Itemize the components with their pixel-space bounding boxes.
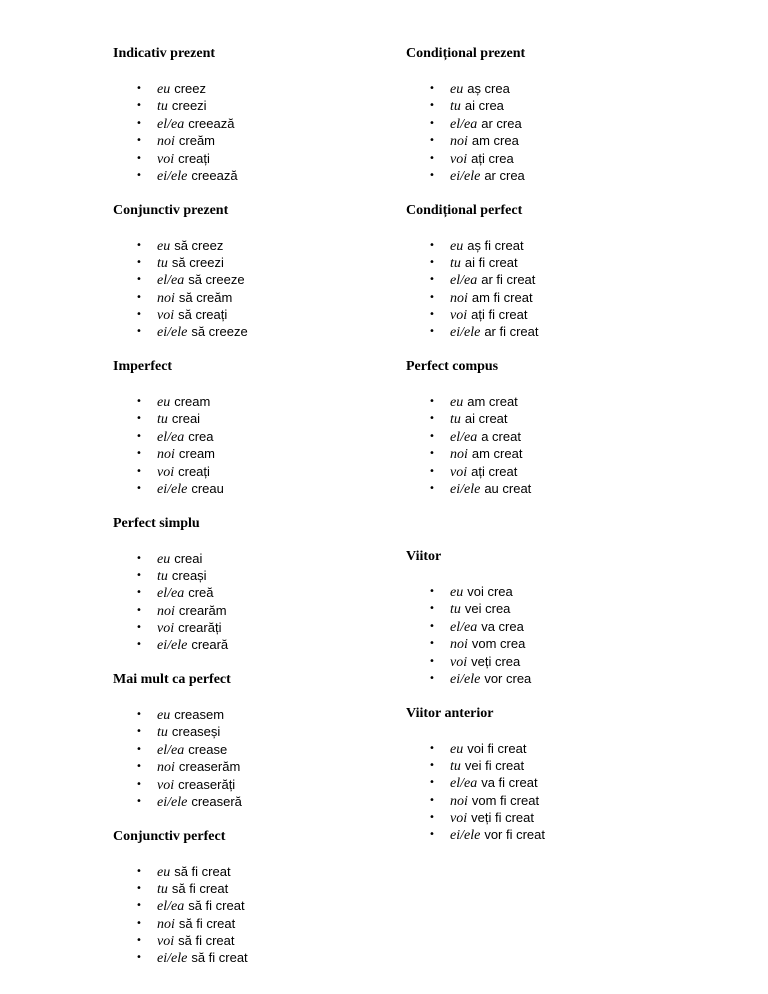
- bullet-icon: •: [136, 778, 142, 790]
- bullet-icon: •: [429, 586, 435, 597]
- verb-form: ați creat: [471, 463, 518, 479]
- pronoun: voi: [450, 151, 468, 167]
- conjugation-item: [406, 792, 706, 809]
- verb-form: creezi: [171, 98, 207, 114]
- pronoun: voi: [157, 464, 175, 480]
- conjugation-item: [113, 550, 383, 567]
- verb-form: creăm: [178, 133, 216, 149]
- conjugation-list: [113, 393, 383, 497]
- verb-form: vei fi creat: [464, 757, 525, 773]
- bullet-icon: •: [136, 274, 142, 286]
- conjugation-item: [113, 741, 383, 758]
- pronoun: tu: [157, 881, 168, 897]
- bullet-icon: •: [136, 430, 142, 442]
- verb-form: crea: [188, 428, 214, 444]
- conjugation-item: [113, 132, 383, 149]
- pronoun: ei/ele: [450, 828, 481, 844]
- verb-form: va fi creat: [481, 775, 538, 791]
- bullet-icon: •: [429, 100, 435, 112]
- conjugation-item: [406, 774, 706, 791]
- pronoun: noi: [450, 447, 468, 463]
- verb-form: ați crea: [471, 150, 514, 166]
- pronoun: el/ea: [157, 273, 185, 289]
- pronoun: el/ea: [450, 429, 478, 445]
- conjugation-item: [406, 97, 706, 114]
- conjugation-list: [406, 80, 706, 184]
- conjugation-item: [406, 254, 706, 271]
- pronoun: eu: [450, 741, 464, 757]
- conjugation-item: [406, 428, 706, 445]
- conjugation-item: [113, 80, 383, 97]
- verb-form: veți fi creat: [471, 810, 534, 826]
- conjugation-item: [113, 323, 383, 340]
- verb-form: creați: [178, 150, 210, 166]
- bullet-icon: •: [429, 655, 435, 667]
- pronoun: el/ea: [450, 116, 478, 132]
- pronoun: ei/ele: [450, 168, 481, 184]
- tense-section-viitor: [406, 548, 706, 705]
- conjugation-item: [113, 723, 383, 740]
- conjugation-item: [406, 393, 706, 410]
- bullet-icon: •: [136, 917, 142, 929]
- pronoun: noi: [157, 603, 175, 619]
- conjugation-item: [406, 306, 706, 323]
- verb-form: creară: [191, 637, 229, 653]
- verb-form: vom fi creat: [471, 792, 540, 808]
- verb-form: să fi creat: [191, 950, 248, 966]
- conjugation-item: [113, 636, 383, 653]
- bullet-icon: •: [136, 865, 142, 877]
- pronoun: tu: [157, 255, 168, 271]
- bullet-icon: •: [429, 117, 435, 129]
- verb-form: creau: [191, 480, 224, 496]
- bullet-icon: •: [429, 291, 435, 303]
- verb-form: vor crea: [484, 670, 532, 686]
- pronoun: ei/ele: [450, 481, 481, 497]
- pronoun: eu: [450, 238, 464, 254]
- pronoun: tu: [450, 412, 461, 428]
- conjugation-item: [113, 602, 383, 619]
- conjugation-list: [406, 740, 706, 844]
- bullet-icon: •: [429, 239, 435, 251]
- bullet-icon: •: [429, 777, 435, 789]
- verb-form: creaseși: [171, 724, 221, 740]
- pronoun: voi: [450, 464, 468, 480]
- verb-form: creai: [171, 411, 201, 427]
- verb-form: crease: [188, 741, 228, 757]
- pronoun: noi: [157, 447, 175, 463]
- bullet-icon: •: [136, 587, 142, 599]
- conjugation-item: [113, 410, 383, 427]
- pronoun: voi: [450, 811, 468, 827]
- bullet-icon: •: [429, 430, 435, 442]
- bullet-icon: •: [136, 117, 142, 129]
- verb-form: creași: [171, 567, 207, 583]
- conjugation-item: [406, 323, 706, 340]
- pronoun: tu: [157, 568, 168, 584]
- conjugation-item: [113, 758, 383, 775]
- bullet-icon: •: [136, 396, 142, 407]
- conjugation-item: [406, 115, 706, 132]
- verb-form: am creat: [471, 446, 523, 462]
- bullet-icon: •: [136, 135, 142, 147]
- section-title: Indicativ prezent: [113, 46, 216, 61]
- verb-form: creați: [178, 463, 210, 479]
- pronoun: tu: [450, 602, 461, 618]
- verb-form: să fi creat: [174, 863, 231, 879]
- pronoun: tu: [450, 99, 461, 115]
- conjugation-item: [113, 793, 383, 810]
- verb-form: vom crea: [471, 636, 526, 652]
- pronoun: ei/ele: [157, 638, 188, 654]
- section-title: Conjunctiv perfect: [113, 828, 226, 844]
- conjugation-item: [113, 167, 383, 184]
- section-title: Viitor anterior: [406, 705, 494, 721]
- tense-section-viitor-anterior: [406, 705, 706, 862]
- pronoun: el/ea: [157, 429, 185, 445]
- verb-form: să fi creat: [178, 915, 236, 931]
- verb-form: veți crea: [471, 653, 521, 669]
- verb-form: ai fi creat: [464, 254, 518, 270]
- conjugation-item: [113, 949, 383, 966]
- pronoun: ei/ele: [157, 168, 188, 184]
- pronoun: eu: [450, 585, 464, 600]
- bullet-icon: •: [136, 482, 142, 494]
- verb-form: vei crea: [464, 601, 511, 617]
- conjugation-item: [113, 776, 383, 793]
- verb-form: voi crea: [467, 584, 513, 599]
- pronoun: el/ea: [157, 899, 185, 915]
- bullet-icon: •: [429, 152, 435, 164]
- pronoun: el/ea: [450, 273, 478, 289]
- pronoun: el/ea: [157, 742, 185, 758]
- bullet-icon: •: [136, 952, 142, 964]
- pronoun: tu: [450, 255, 461, 271]
- bullet-icon: •: [429, 620, 435, 632]
- pronoun: tu: [450, 758, 461, 774]
- verb-form: să creezi: [171, 254, 224, 270]
- bullet-icon: •: [429, 169, 435, 181]
- bullet-icon: •: [429, 413, 435, 425]
- verb-form: aș fi creat: [467, 237, 524, 253]
- section-title: Imperfect: [113, 359, 173, 374]
- conjugation-item: [113, 445, 383, 462]
- bullet-icon: •: [136, 882, 142, 894]
- bullet-icon: •: [136, 569, 142, 581]
- conjugation-item: [406, 635, 706, 652]
- conjugation-item: [113, 706, 383, 723]
- bullet-icon: •: [429, 465, 435, 477]
- conjugation-item: [406, 271, 706, 288]
- bullet-icon: •: [136, 639, 142, 651]
- bullet-icon: •: [429, 274, 435, 286]
- bullet-icon: •: [136, 552, 142, 564]
- right-column: [406, 45, 706, 861]
- bullet-icon: •: [136, 604, 142, 616]
- pronoun: ei/ele: [450, 325, 481, 341]
- verb-form: ar crea: [481, 115, 522, 131]
- bullet-icon: •: [136, 413, 142, 425]
- pronoun: el/ea: [450, 776, 478, 792]
- conjugation-list: [406, 237, 706, 341]
- pronoun: voi: [157, 308, 175, 324]
- conjugation-item: [406, 463, 706, 480]
- conjugation-list: [406, 583, 706, 687]
- conjugation-item: [113, 306, 383, 323]
- pronoun: eu: [450, 82, 464, 97]
- section-title: Perfect compus: [406, 359, 499, 374]
- conjugation-item: [406, 132, 706, 149]
- pronoun: tu: [157, 412, 168, 428]
- section-title: Conjunctiv prezent: [113, 202, 229, 218]
- conjugation-item: [113, 932, 383, 949]
- bullet-icon: •: [136, 900, 142, 912]
- conjugation-item: [113, 897, 383, 914]
- conjugation-list: [113, 80, 383, 184]
- bullet-icon: •: [429, 829, 435, 841]
- bullet-icon: •: [136, 100, 142, 112]
- verb-form: aș crea: [467, 81, 510, 96]
- pronoun: noi: [450, 637, 468, 653]
- pronoun: eu: [157, 238, 171, 254]
- bullet-icon: •: [429, 672, 435, 684]
- verb-form: vor fi creat: [484, 827, 545, 843]
- tense-section-conjunctiv-prezent: [113, 202, 383, 359]
- conjugation-item: [406, 757, 706, 774]
- conjugation-item: [406, 80, 706, 97]
- pronoun: noi: [450, 290, 468, 306]
- verb-form: creă: [188, 585, 214, 601]
- conjugation-item: [406, 289, 706, 306]
- pronoun: el/ea: [157, 586, 185, 602]
- pronoun: voi: [450, 654, 468, 670]
- section-title: Viitor: [406, 549, 442, 564]
- verb-form: să creeze: [188, 272, 245, 288]
- bullet-icon: •: [136, 795, 142, 807]
- conjugation-list: [113, 863, 383, 967]
- verb-form: ai creat: [464, 411, 508, 427]
- conjugation-item: [113, 480, 383, 497]
- verb-form: să fi creat: [171, 880, 229, 896]
- pronoun: voi: [450, 308, 468, 324]
- conjugation-item: [406, 670, 706, 687]
- verb-form: creai: [174, 550, 203, 566]
- verb-form: creaserăm: [178, 759, 241, 775]
- pronoun: noi: [157, 290, 175, 306]
- tense-section-perfect-compus: [406, 358, 706, 548]
- verb-form: crearăți: [178, 620, 222, 636]
- bullet-icon: •: [429, 256, 435, 268]
- verb-form: creează: [191, 167, 238, 183]
- conjugation-list: [113, 550, 383, 654]
- verb-form: a creat: [481, 428, 521, 444]
- pronoun: noi: [450, 134, 468, 150]
- conjugation-item: [406, 600, 706, 617]
- bullet-icon: •: [136, 291, 142, 303]
- verb-form: cream: [178, 446, 216, 462]
- section-title: Perfect simplu: [113, 515, 200, 531]
- pronoun: ei/ele: [157, 325, 188, 341]
- verb-form: creaseră: [191, 793, 242, 809]
- verb-form: creaserăți: [178, 776, 236, 792]
- conjugation-item: [113, 271, 383, 288]
- verb-form: să fi creat: [178, 933, 235, 949]
- bullet-icon: •: [429, 83, 435, 94]
- conjugation-item: [406, 445, 706, 462]
- conjugation-item: [113, 97, 383, 114]
- pronoun: eu: [157, 708, 171, 723]
- conjugation-item: [113, 915, 383, 932]
- bullet-icon: •: [136, 761, 142, 773]
- pronoun: voi: [157, 777, 175, 793]
- tense-section-conditional-prezent: [406, 45, 706, 202]
- pronoun: voi: [157, 151, 175, 167]
- verb-form: am crea: [471, 133, 519, 149]
- conjugation-item: [113, 115, 383, 132]
- conjugation-item: [406, 826, 706, 843]
- verb-form: crearăm: [178, 602, 227, 618]
- bullet-icon: •: [136, 465, 142, 477]
- pronoun: ei/ele: [157, 481, 188, 497]
- pronoun: eu: [157, 82, 171, 97]
- pronoun: eu: [157, 395, 171, 410]
- pronoun: noi: [450, 793, 468, 809]
- verb-form: creasem: [174, 707, 225, 722]
- bullet-icon: •: [136, 743, 142, 755]
- tense-section-indicativ-prezent: [113, 45, 383, 202]
- conjugation-item: [406, 740, 706, 757]
- pronoun: ei/ele: [450, 671, 481, 687]
- verb-form: ar fi creat: [481, 272, 536, 288]
- verb-form: am fi creat: [471, 289, 533, 305]
- conjugation-item: [406, 167, 706, 184]
- conjugation-item: [113, 393, 383, 410]
- conjugation-item: [113, 619, 383, 636]
- pronoun: voi: [157, 621, 175, 637]
- bullet-icon: •: [136, 152, 142, 164]
- conjugation-item: [113, 428, 383, 445]
- conjugation-item: [113, 254, 383, 271]
- pronoun: tu: [157, 99, 168, 115]
- conjugation-item: [406, 410, 706, 427]
- conjugation-item: [113, 289, 383, 306]
- bullet-icon: •: [136, 326, 142, 338]
- verb-form: creează: [188, 115, 235, 131]
- verb-form: să creăm: [178, 289, 233, 305]
- bullet-icon: •: [429, 742, 435, 754]
- conjugation-list: [113, 237, 383, 341]
- conjugation-item: [113, 237, 383, 254]
- conjugation-item: [113, 584, 383, 601]
- bullet-icon: •: [429, 638, 435, 650]
- verb-form: ați fi creat: [471, 307, 528, 323]
- verb-form: ar fi creat: [484, 324, 539, 340]
- verb-form: să creez: [174, 237, 224, 253]
- conjugation-item: [406, 809, 706, 826]
- verb-form: ai crea: [464, 98, 504, 114]
- conjugation-item: [113, 880, 383, 897]
- pronoun: noi: [157, 916, 175, 932]
- conjugation-item: [406, 237, 706, 254]
- bullet-icon: •: [136, 448, 142, 460]
- section-title: Condițional perfect: [406, 202, 523, 218]
- bullet-icon: •: [429, 482, 435, 494]
- pronoun: el/ea: [157, 116, 185, 132]
- bullet-icon: •: [429, 326, 435, 338]
- bullet-icon: •: [136, 256, 142, 268]
- tense-section-imperfect: [113, 358, 383, 515]
- verb-form: să creați: [178, 307, 228, 323]
- pronoun: tu: [157, 725, 168, 741]
- bullet-icon: •: [429, 603, 435, 615]
- verb-form: au creat: [484, 480, 532, 496]
- conjugation-item: [406, 480, 706, 497]
- bullet-icon: •: [429, 812, 435, 824]
- conjugation-item: [113, 150, 383, 167]
- section-title: Mai mult ca perfect: [113, 672, 231, 687]
- conjugation-item: [406, 618, 706, 635]
- bullet-icon: •: [429, 448, 435, 460]
- bullet-icon: •: [429, 135, 435, 147]
- bullet-icon: •: [429, 759, 435, 771]
- conjugation-item: [406, 150, 706, 167]
- left-column: [113, 45, 383, 984]
- verb-form: să creeze: [191, 324, 248, 340]
- verb-form: creez: [174, 81, 207, 96]
- verb-form: să fi creat: [188, 898, 245, 914]
- bullet-icon: •: [136, 622, 142, 634]
- pronoun: noi: [157, 134, 175, 150]
- pronoun: noi: [157, 760, 175, 776]
- tense-section-perfect-simplu: [113, 515, 383, 672]
- pronoun: el/ea: [450, 619, 478, 635]
- pronoun: voi: [157, 934, 175, 950]
- bullet-icon: •: [136, 83, 142, 94]
- verb-form: voi fi creat: [467, 740, 527, 756]
- bullet-icon: •: [429, 309, 435, 321]
- pronoun: eu: [157, 551, 171, 567]
- tense-section-mai-mult-ca-perfect: [113, 671, 383, 828]
- verb-form: va crea: [481, 618, 524, 634]
- conjugation-item: [406, 583, 706, 600]
- section-title: Condițional prezent: [406, 46, 526, 61]
- bullet-icon: •: [136, 169, 142, 181]
- verb-form: am creat: [467, 394, 518, 409]
- bullet-icon: •: [136, 309, 142, 321]
- conjugation-item: [406, 653, 706, 670]
- pronoun: ei/ele: [157, 951, 188, 967]
- conjugation-item: [113, 567, 383, 584]
- tense-section-conditional-perfect: [406, 202, 706, 359]
- pronoun: eu: [450, 395, 464, 410]
- conjugation-list: [406, 393, 706, 497]
- bullet-icon: •: [136, 726, 142, 738]
- tense-section-conjunctiv-perfect: [113, 828, 383, 985]
- pronoun: eu: [157, 864, 171, 880]
- bullet-icon: •: [136, 239, 142, 251]
- bullet-icon: •: [136, 935, 142, 947]
- pronoun: ei/ele: [157, 794, 188, 810]
- verb-form: ar crea: [484, 167, 525, 183]
- conjugation-item: [113, 863, 383, 880]
- verb-form: cream: [174, 394, 211, 409]
- bullet-icon: •: [136, 709, 142, 720]
- bullet-icon: •: [429, 794, 435, 806]
- conjugation-item: [113, 463, 383, 480]
- bullet-icon: •: [429, 396, 435, 407]
- conjugation-list: [113, 706, 383, 810]
